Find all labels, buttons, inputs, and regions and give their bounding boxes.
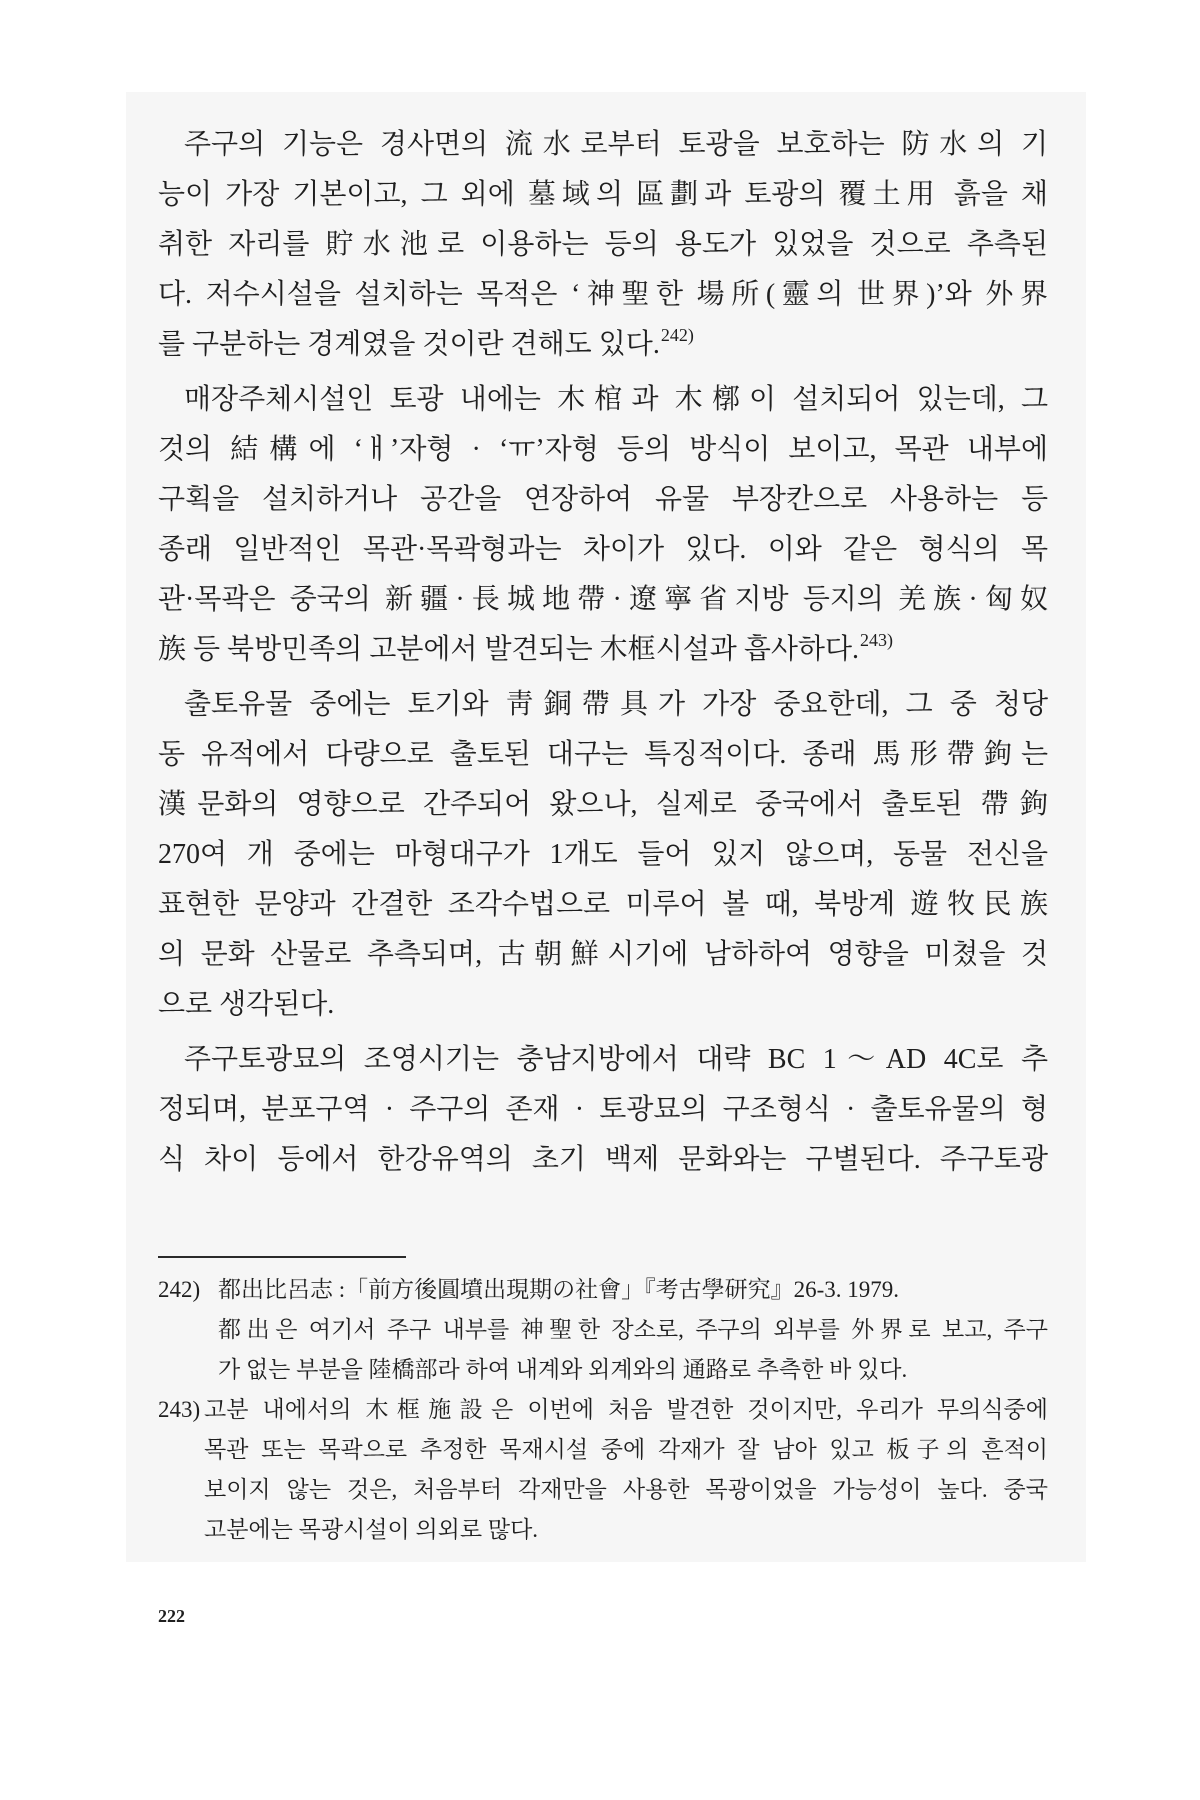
text-line: 으로 생각된다.: [158, 989, 335, 1020]
footnote-line: 보이지 않는 것은, 처음부터 각재만을 사용한 목광이었을 가능성이 높다. 중국: [204, 1477, 1048, 1502]
paragraph: [158, 375, 1048, 675]
footnote-ref: 242): [660, 325, 694, 345]
footnote-line: 고분 내에서의 木框施設은 이번에 처음 발견한 것이지만, 우리가 무의식중에: [204, 1397, 1048, 1422]
text-line: 구획을 설치하거나 공간을 연장하여 유물 부장칸으로 사용하는 등: [158, 484, 1048, 515]
footnote-separator: [158, 1256, 406, 1258]
text-line: 출토유물 중에는 토기와 靑銅帶具가 가장 중요한데, 그 중 청당: [184, 689, 1048, 720]
text-line-content: 族 등 북방민족의 고분에서 발견되는 木框시설과 흡사하다.: [158, 634, 860, 665]
text-line: 종래 일반적인 목관·목곽형과는 차이가 있다. 이와 같은 형식의 목: [158, 534, 1048, 565]
text-line: 의 문화 산물로 추측되며, 古朝鮮시기에 남하하여 영향을 미쳤을 것: [158, 939, 1048, 970]
text-line: 매장주체시설인 토광 내에는 木棺과 木槨이 설치되어 있는데, 그: [184, 384, 1048, 415]
footnote-number: 242): [158, 1277, 201, 1302]
text-line: 정되며, 분포구역 · 주구의 존재 · 토광묘의 구조형식 · 출토유물의 형: [158, 1094, 1048, 1125]
footnote: [158, 1390, 1048, 1550]
footnote-number: 243): [158, 1397, 201, 1422]
paragraph: [158, 680, 1048, 1030]
footnote-ref: 243): [860, 630, 894, 650]
body-text: [158, 120, 1048, 1185]
text-line: 270여 개 중에는 마형대구가 1개도 들어 있지 않으며, 동물 전신을: [158, 839, 1048, 870]
text-line: 것의 結構에 ‘ㅐ’자형 · ‘ㅠ’자형 등의 방식이 보이고, 목관 내부에: [158, 434, 1048, 465]
text-line: 漢문화의 영향으로 간주되어 왔으나, 실제로 중국에서 출토된 帶鉤: [158, 789, 1048, 820]
footnotes: [158, 1270, 1048, 1550]
page-number: 222: [158, 1606, 185, 1626]
text-line-content: 를 구분하는 경계였을 것이란 견해도 있다.: [158, 329, 660, 360]
paragraph: [158, 120, 1048, 370]
text-line: 다. 저수시설을 설치하는 목적은 ‘神聖한 場所(靈의 世界)’와 外界: [158, 279, 1048, 310]
text-line: [158, 625, 1048, 675]
footnote-line: 都出比呂志 :「前方後圓墳出現期の社會」『考古學研究』26-3. 1979.: [218, 1277, 900, 1302]
footnote: [158, 1270, 1048, 1390]
text-line: 식 차이 등에서 한강유역의 초기 백제 문화와는 구별된다. 주구토광: [158, 1144, 1048, 1175]
footnote-line: 가 없는 부분을 陸橋部라 하여 내계와 외계와의 通路로 추측한 바 있다.: [218, 1357, 908, 1382]
paragraph: [158, 1035, 1048, 1185]
footnote-line: 都出은 여기서 주구 내부를 神聖한 장소로, 주구의 외부를 外界로 보고, 주구: [218, 1317, 1048, 1342]
text-line: [158, 320, 1048, 370]
footnote-line: 고분에는 목광시설이 의외로 많다.: [204, 1517, 539, 1542]
text-line: 관·목곽은 중국의 新疆·長城地帶·遼寧省지방 등지의 羌族·匈奴: [158, 584, 1048, 615]
text-line: 주구토광묘의 조영시기는 충남지방에서 대략 BC 1～AD 4C로 추: [184, 1044, 1048, 1075]
text-line: 표현한 문양과 간결한 조각수법으로 미루어 볼 때, 북방계 遊牧民族: [158, 889, 1048, 920]
text-line: 능이 가장 기본이고, 그 외에 墓域의 區劃과 토광의 覆土用 흙을 채: [158, 179, 1048, 210]
footnote-line: 목관 또는 목곽으로 추정한 목재시설 중에 각재가 잘 남아 있고 板子의 흔적이: [204, 1437, 1048, 1462]
text-line: 동 유적에서 다량으로 출토된 대구는 특징적이다. 종래 馬形帶鉤는: [158, 739, 1048, 770]
text-line: 주구의 기능은 경사면의 流水로부터 토광을 보호하는 防水의 기: [184, 129, 1048, 160]
text-line: 취한 자리를 貯水池로 이용하는 등의 용도가 있었을 것으로 추측된: [158, 229, 1048, 260]
